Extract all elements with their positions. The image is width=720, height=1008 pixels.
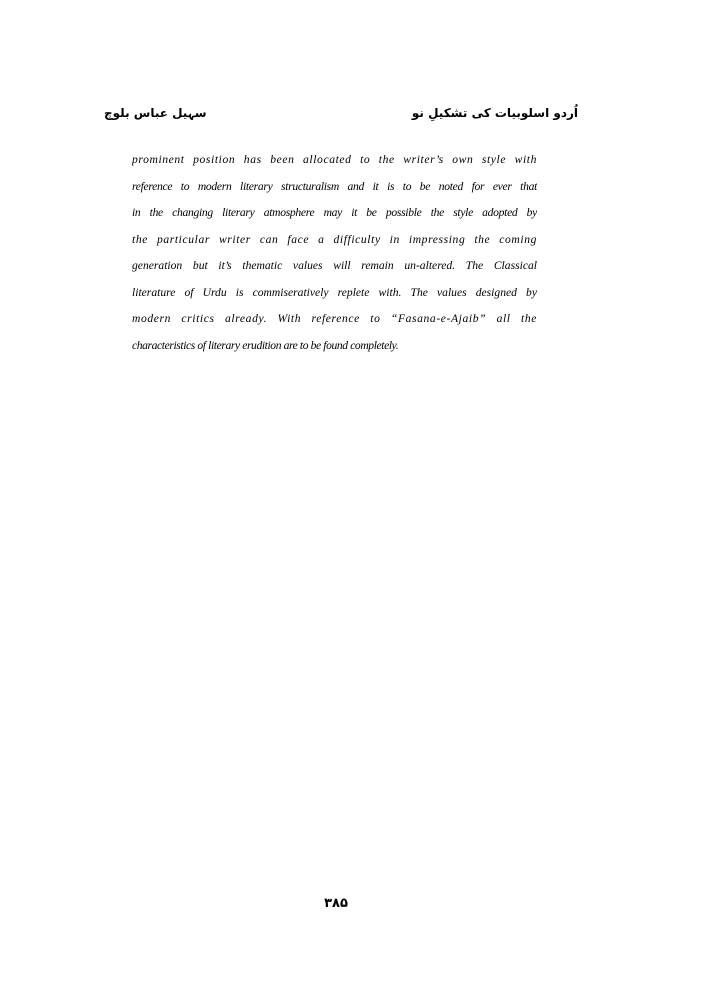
body-line: the particular writer can face a difficulty in impressing the coming <box>132 232 537 246</box>
body-paragraph <box>132 150 537 362</box>
body-line: modern critics already. With reference to “Fasana-e-Ajaib” all the <box>132 312 537 325</box>
body-line: generation but it’s thematic values will remain un-altered. The Classical <box>132 259 537 272</box>
running-head-title: اُردو اسلوبیات کی تشکیلِ نو <box>411 106 578 120</box>
page-number: ۳۸۵ <box>324 896 348 911</box>
body-line: literature of Urdu is commiseratively replete with. The values designed by <box>132 285 537 299</box>
body-line: in the changing literary atmosphere may it be possible the style adopted by <box>132 206 537 219</box>
running-head-author: سہیل عباس بلوچ <box>104 106 207 120</box>
body-line: characteristics of literary erudition are to be found completely. <box>132 338 399 352</box>
body-line: reference to modern literary structuralism and it is to be noted for ever that <box>132 179 537 193</box>
body-line: prominent position has been allocated to the writer’s own style with <box>132 153 537 166</box>
